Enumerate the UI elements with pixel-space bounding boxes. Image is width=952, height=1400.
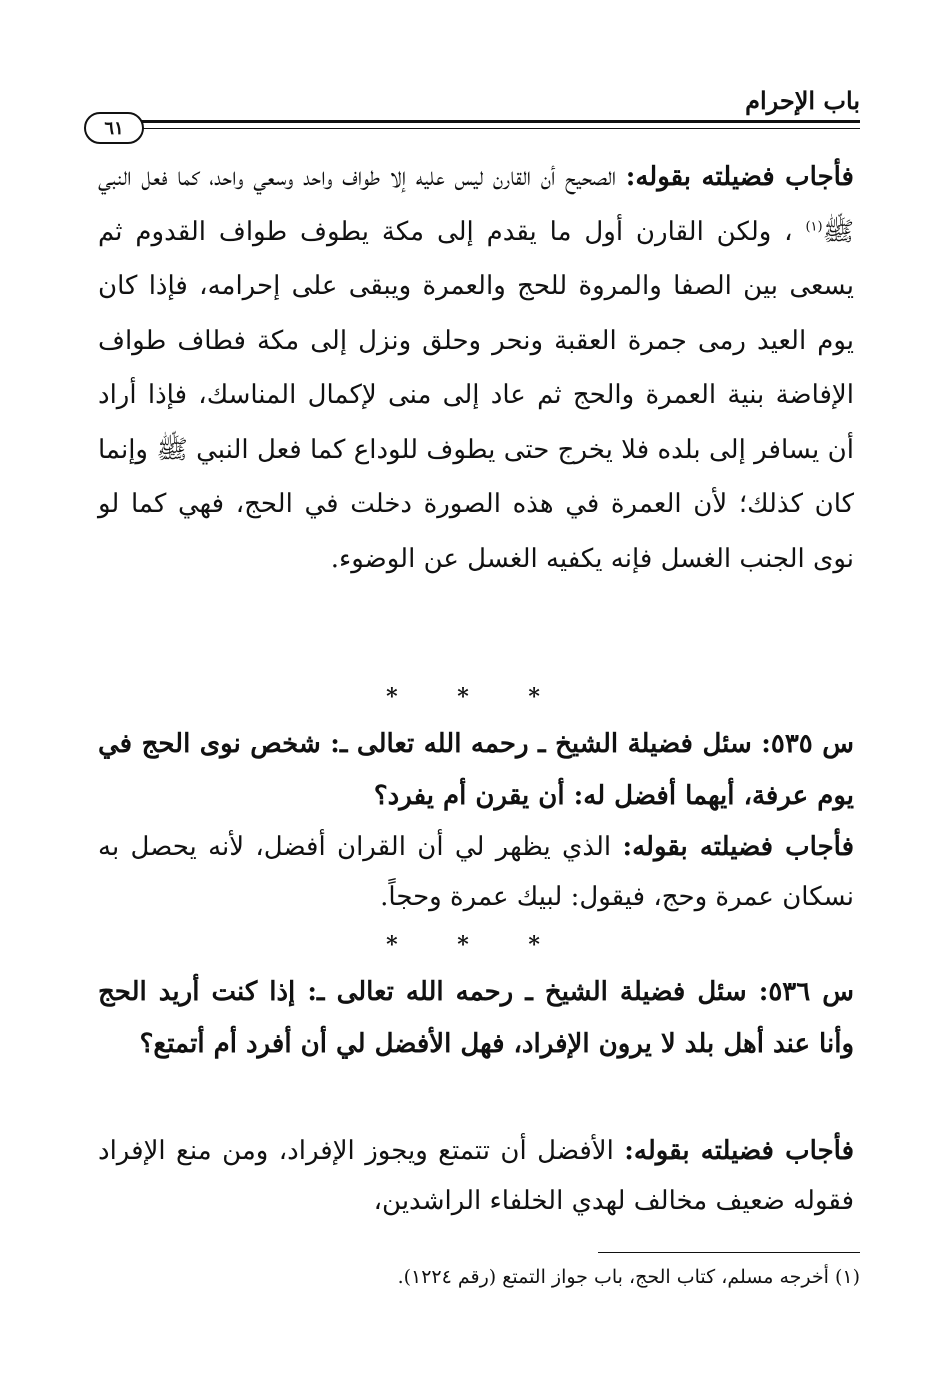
answer-text: الذي يظهر لي أن القران أفضل، لأنه يحصل به نسكان عمرة وحج، فيقول: لبيك عمرة وحجاً.	[98, 832, 854, 912]
answer-text-part1: الصحيح أن القارن ليس عليه إلا طواف واحد وسعي واحد، كما فعل النبي ﷺ	[98, 162, 854, 247]
answer-535	[98, 822, 854, 922]
header-rule-thin	[136, 128, 860, 129]
answer-paragraph-534	[98, 150, 854, 586]
answer-lead: فأجاب فضيلته بقوله:	[625, 162, 854, 192]
answer-lead: فأجاب فضيلته بقوله:	[624, 1136, 855, 1166]
question-535: س ٥٣٥: سئل فضيلة الشيخ ـ رحمه الله تعالى ـ: شخص نوى الحج في يوم عرفة، أيهما أفضل له: أن يقرن أم يفرد؟	[98, 729, 854, 811]
section-separator: * * *	[386, 932, 566, 958]
footnote-reference: (١)	[805, 218, 823, 234]
answer-lead: فأجاب فضيلته بقوله:	[622, 832, 855, 862]
footnote-1: (١) أخرجه مسلم، كتاب الحج، باب جواز التمتع (رقم ١٢٢٤).	[397, 1266, 860, 1288]
footnote-divider	[598, 1252, 860, 1253]
header-rule	[84, 112, 860, 148]
header-rule-thick	[136, 120, 860, 123]
section-separator: * * *	[386, 684, 566, 710]
answer-text: الأفضل أن تتمتع ويجوز الإفراد، ومن منع الإفراد فقوله ضعيف مخالف لهدي الخلفاء الراشدين،	[98, 1136, 854, 1216]
question-536: س ٥٣٦: سئل فضيلة الشيخ ـ رحمه الله تعالى ـ: إذا كنت أريد الحج وأنا عند أهل بلد لا يرون الإفراد، فهل الأفضل لي أن أفرد أم أتمتع؟	[98, 977, 854, 1059]
page-number: ٦١	[84, 112, 144, 144]
chapter-title: باب الإحرام	[745, 86, 860, 115]
answer-536	[98, 1126, 854, 1226]
answer-text-part2: ، ولكن القارن أول ما يقدم إلى مكة يطوف طواف القدوم ثم يسعى بين الصفا والمروة للحج والعمرة ويبقى على إحرامه، فإذا كان يوم العيد رمى جمرة العقبة ونحر وحلق ونزل إلى مكة فطاف طواف الإفاضة بنية العمرة والحج ثم عاد إلى منى لإكمال المناسك، فإذا أراد أن يسافر إلى بلده فلا يخرج حتى يطوف للوداع كما فعل النبي ﷺ وإنما كان كذلك؛ لأن العمرة في هذه الصورة دخلت في الحج، فهي كما لو نوى الجنب الغسل فإنه يكفيه الغسل عن الوضوء.	[98, 216, 854, 574]
